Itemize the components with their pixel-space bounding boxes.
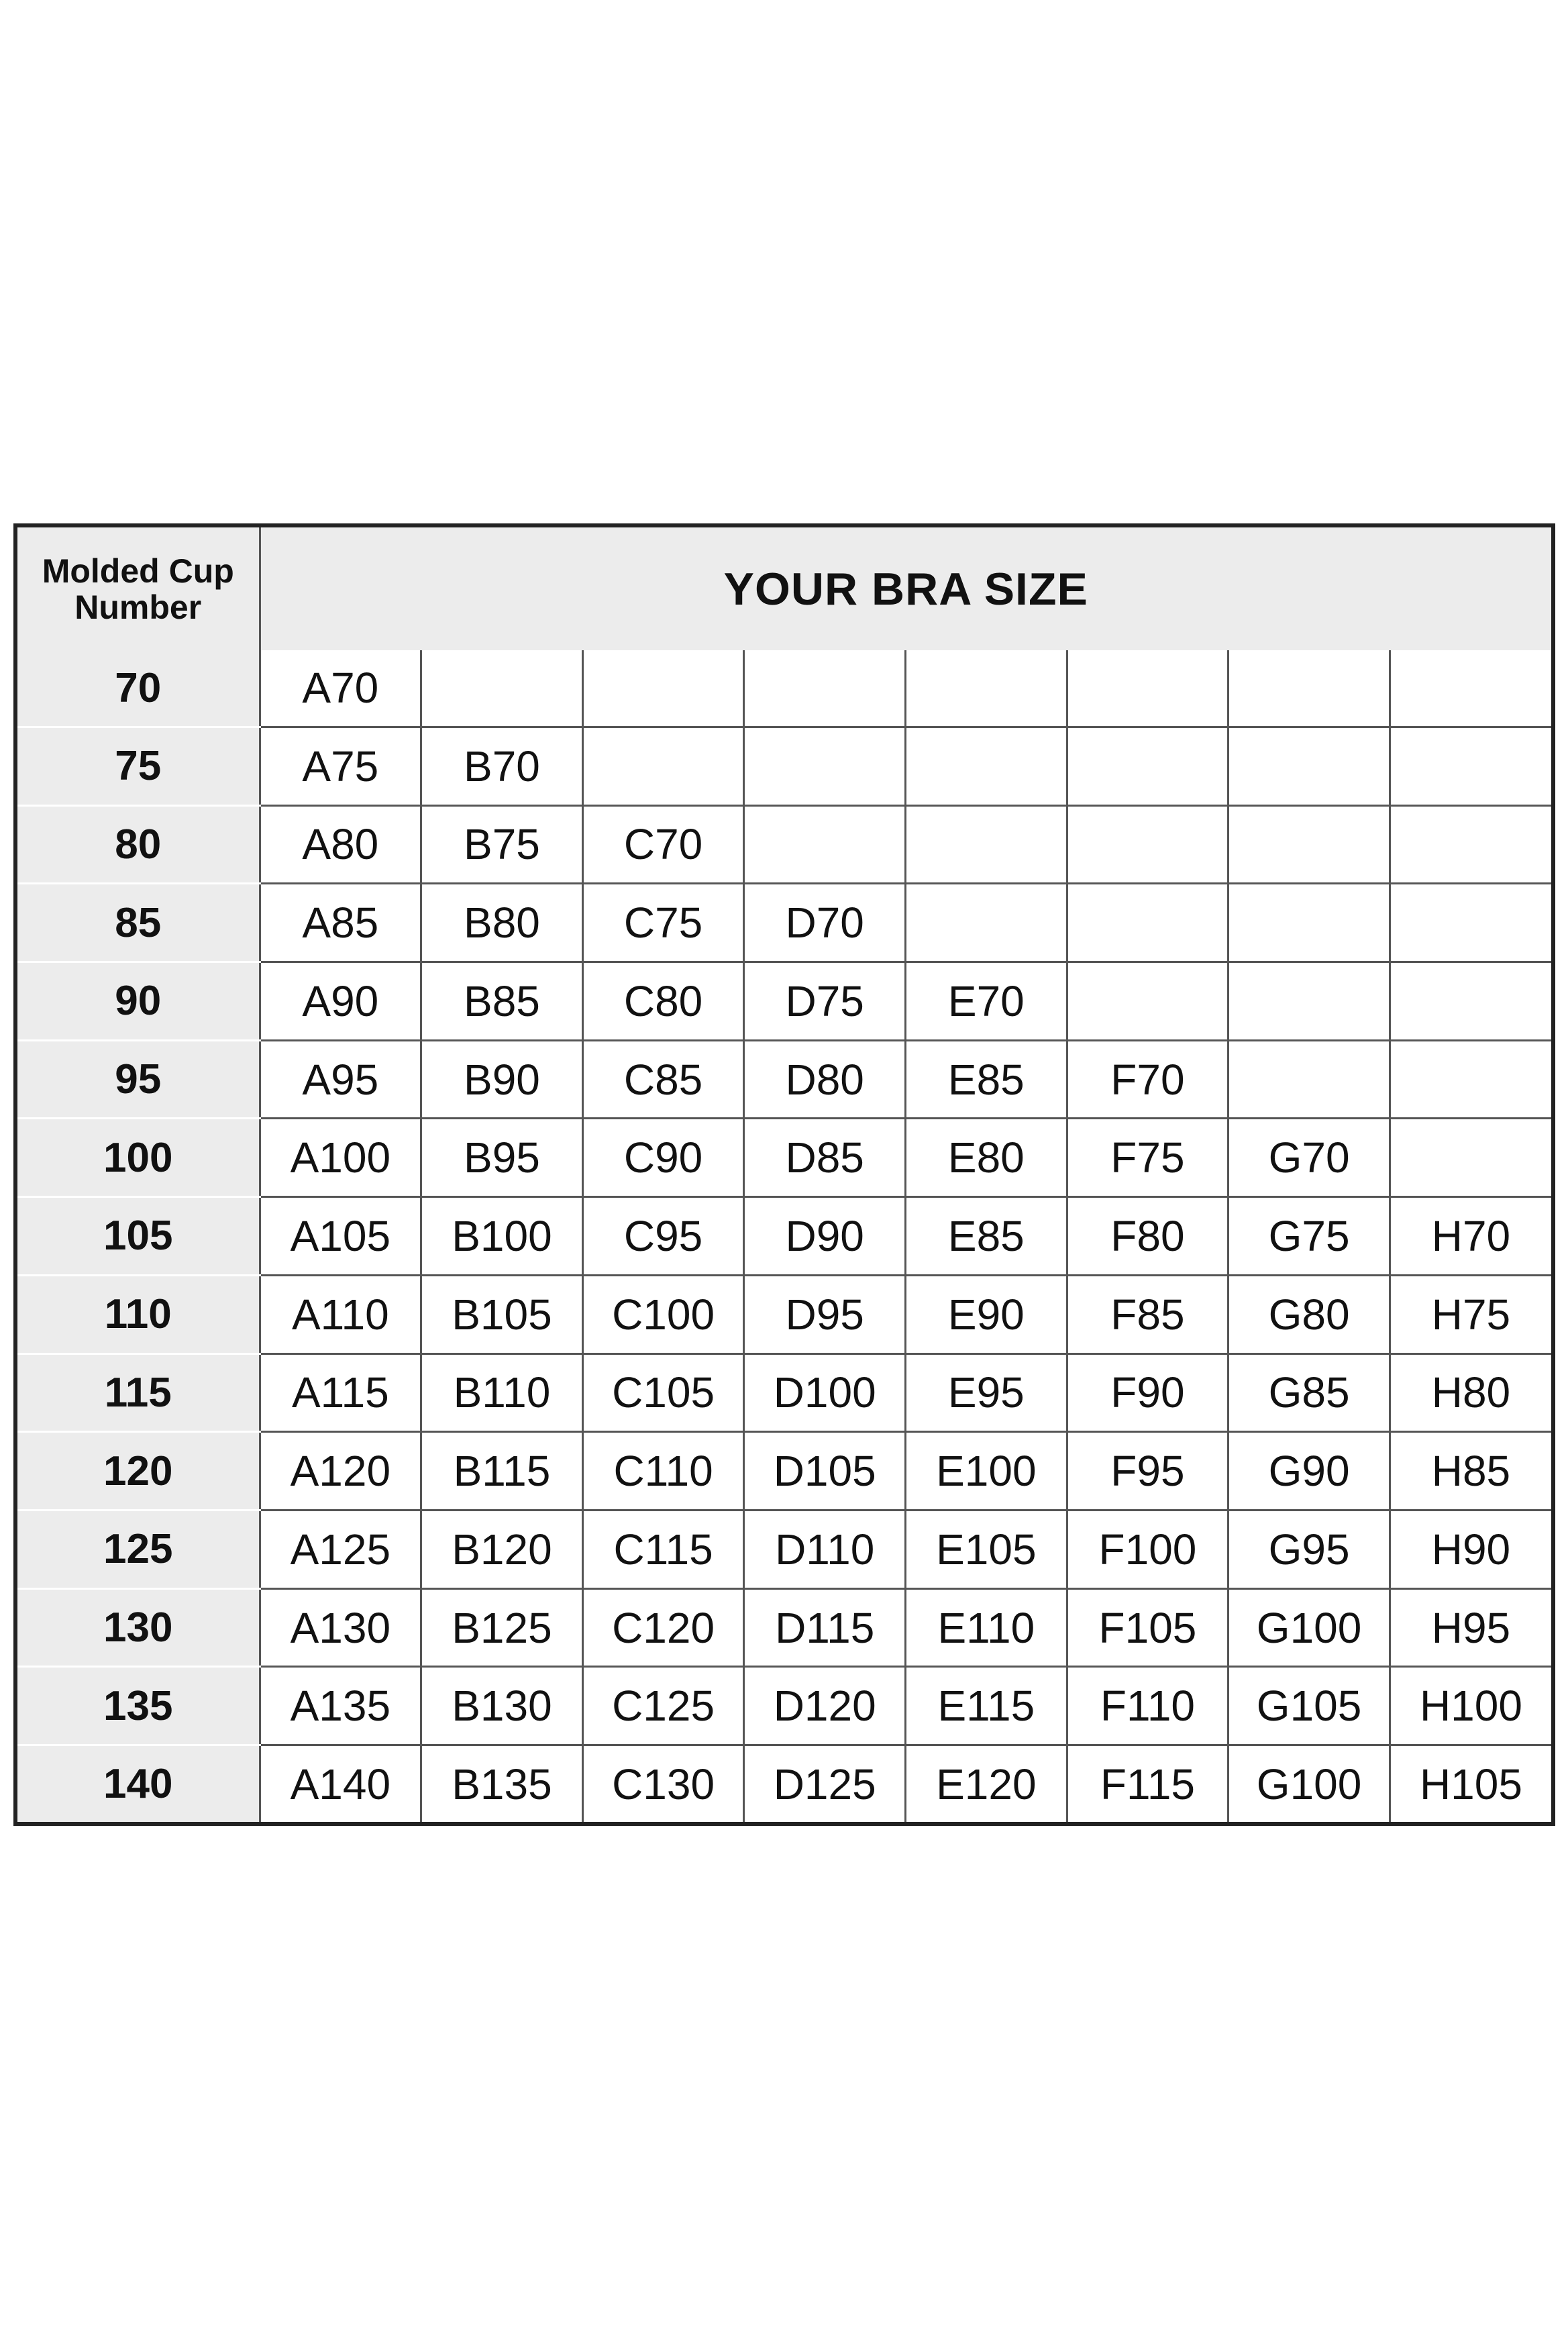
table-row (17, 1432, 1551, 1511)
bra-size-cell: E100 (906, 1432, 1067, 1511)
table-body (17, 650, 1551, 1822)
table-row (17, 1353, 1551, 1432)
bra-size-cell: D75 (744, 962, 906, 1041)
bra-size-cell: F100 (1067, 1510, 1229, 1588)
table-row (17, 1510, 1551, 1588)
bra-size-cell: G80 (1229, 1275, 1390, 1353)
cup-number-cell: 110 (17, 1275, 260, 1353)
bra-size-cell: G90 (1229, 1432, 1390, 1511)
header-row (17, 527, 1551, 650)
bra-size-cell: C75 (582, 884, 744, 962)
bra-size-cell (582, 727, 744, 805)
cup-number-cell: 95 (17, 1040, 260, 1119)
bra-size-cell: D120 (744, 1667, 906, 1745)
bra-size-cell: C95 (582, 1197, 744, 1276)
bra-size-cell (906, 727, 1067, 805)
table-row (17, 1667, 1551, 1745)
bra-size-cell (1390, 1040, 1551, 1119)
cup-number-cell: 125 (17, 1510, 260, 1588)
bra-size-cell: F80 (1067, 1197, 1229, 1276)
bra-size-cell: H95 (1390, 1588, 1551, 1667)
cup-number-cell: 100 (17, 1119, 260, 1197)
cup-number-cell: 80 (17, 805, 260, 884)
cup-number-cell: 130 (17, 1588, 260, 1667)
bra-size-cell: B115 (421, 1432, 583, 1511)
bra-size-cell: E120 (906, 1745, 1067, 1822)
bra-size-cell: C130 (582, 1745, 744, 1822)
bra-size-cell: B95 (421, 1119, 583, 1197)
bra-size-cell (906, 884, 1067, 962)
bra-size-cell: B90 (421, 1040, 583, 1119)
bra-size-cell: D115 (744, 1588, 906, 1667)
bra-size-cell (1229, 962, 1390, 1041)
table-row (17, 962, 1551, 1041)
bra-size-cell (906, 805, 1067, 884)
bra-size-cell (1067, 650, 1229, 727)
bra-size-cell: C125 (582, 1667, 744, 1745)
bra-size-cell: D80 (744, 1040, 906, 1119)
bra-size-cell: B85 (421, 962, 583, 1041)
your-bra-size-title: YOUR BRA SIZE (260, 527, 1551, 650)
bra-size-cell: D100 (744, 1353, 906, 1432)
bra-size-cell: A105 (260, 1197, 421, 1276)
bra-size-cell: A95 (260, 1040, 421, 1119)
bra-size-cell (1067, 962, 1229, 1041)
bra-size-cell: A110 (260, 1275, 421, 1353)
bra-size-cell: A75 (260, 727, 421, 805)
table-row (17, 884, 1551, 962)
corner-line-1: Molded Cup (42, 552, 234, 590)
bra-size-cell: E115 (906, 1667, 1067, 1745)
bra-size-cell: H100 (1390, 1667, 1551, 1745)
cup-number-cell: 90 (17, 962, 260, 1041)
bra-size-cell: A80 (260, 805, 421, 884)
bra-size-cell: F70 (1067, 1040, 1229, 1119)
bra-size-cell: A140 (260, 1745, 421, 1822)
bra-size-cell: H85 (1390, 1432, 1551, 1511)
bra-size-cell: D90 (744, 1197, 906, 1276)
bra-size-cell (1390, 727, 1551, 805)
bra-size-cell (1229, 1040, 1390, 1119)
bra-size-cell (1067, 805, 1229, 884)
bra-size-cell: A100 (260, 1119, 421, 1197)
bra-size-cell: C120 (582, 1588, 744, 1667)
table-row (17, 1745, 1551, 1822)
bra-size-cell: B70 (421, 727, 583, 805)
bra-size-cell: D125 (744, 1745, 906, 1822)
bra-size-cell: C105 (582, 1353, 744, 1432)
bra-size-cell: C70 (582, 805, 744, 884)
bra-size-cell: F90 (1067, 1353, 1229, 1432)
bra-size-cell (906, 650, 1067, 727)
bra-size-cell (744, 650, 906, 727)
cup-number-cell: 70 (17, 650, 260, 727)
bra-size-cell (1229, 805, 1390, 884)
bra-size-cell: D105 (744, 1432, 906, 1511)
cup-number-cell: 105 (17, 1197, 260, 1276)
bra-size-cell: G100 (1229, 1588, 1390, 1667)
bra-size-cell: B75 (421, 805, 583, 884)
bra-size-cell: E85 (906, 1197, 1067, 1276)
bra-size-cell: D95 (744, 1275, 906, 1353)
table-row (17, 1119, 1551, 1197)
bra-size-cell: A115 (260, 1353, 421, 1432)
bra-size-cell: B80 (421, 884, 583, 962)
bra-size-cell: A130 (260, 1588, 421, 1667)
bra-size-cell: D70 (744, 884, 906, 962)
table-row (17, 805, 1551, 884)
bra-size-cell: A90 (260, 962, 421, 1041)
bra-size-cell: F85 (1067, 1275, 1229, 1353)
cup-number-cell: 85 (17, 884, 260, 962)
table-row (17, 1197, 1551, 1276)
bra-size-cell (1390, 1119, 1551, 1197)
bra-size-cell: A135 (260, 1667, 421, 1745)
corner-line-2: Number (74, 588, 202, 626)
cup-number-cell: 75 (17, 727, 260, 805)
bra-size-cell: H105 (1390, 1745, 1551, 1822)
cup-number-cell: 135 (17, 1667, 260, 1745)
bra-size-cell: B130 (421, 1667, 583, 1745)
bra-size-cell (744, 727, 906, 805)
bra-size-cell: H70 (1390, 1197, 1551, 1276)
bra-size-cell: G75 (1229, 1197, 1390, 1276)
bra-size-cell: E95 (906, 1353, 1067, 1432)
bra-size-cell (1067, 884, 1229, 962)
table-row (17, 1040, 1551, 1119)
bra-size-cell: C80 (582, 962, 744, 1041)
bra-size-cell: E70 (906, 962, 1067, 1041)
bra-size-cell: F95 (1067, 1432, 1229, 1511)
bra-size-cell: A85 (260, 884, 421, 962)
bra-size-cell: B105 (421, 1275, 583, 1353)
table-row (17, 1275, 1551, 1353)
bra-size-cell: F115 (1067, 1745, 1229, 1822)
bra-size-cell (1390, 650, 1551, 727)
table-row (17, 727, 1551, 805)
bra-size-cell: D110 (744, 1510, 906, 1588)
bra-size-cell (1067, 727, 1229, 805)
table-row (17, 1588, 1551, 1667)
cup-number-cell: 140 (17, 1745, 260, 1822)
bra-size-cell: A70 (260, 650, 421, 727)
cup-number-cell: 120 (17, 1432, 260, 1511)
bra-size-cell: E80 (906, 1119, 1067, 1197)
bra-size-cell: C100 (582, 1275, 744, 1353)
bra-size-cell (1229, 884, 1390, 962)
bra-size-cell: E110 (906, 1588, 1067, 1667)
bra-size-cell (1390, 962, 1551, 1041)
bra-size-cell: E90 (906, 1275, 1067, 1353)
bra-size-cell: B120 (421, 1510, 583, 1588)
bra-size-cell: G100 (1229, 1745, 1390, 1822)
bra-size-cell: B110 (421, 1353, 583, 1432)
bra-size-cell (1229, 650, 1390, 727)
bra-size-cell: H75 (1390, 1275, 1551, 1353)
bra-size-cell: A120 (260, 1432, 421, 1511)
bra-size-cell: C85 (582, 1040, 744, 1119)
bra-size-cell: C90 (582, 1119, 744, 1197)
bra-size-cell (1390, 884, 1551, 962)
bra-size-cell: E85 (906, 1040, 1067, 1119)
molded-cup-number-header (17, 527, 260, 650)
bra-size-cell: F105 (1067, 1588, 1229, 1667)
bra-size-cell: C110 (582, 1432, 744, 1511)
bra-size-cell (421, 650, 583, 727)
bra-size-cell: F110 (1067, 1667, 1229, 1745)
cup-number-cell: 115 (17, 1353, 260, 1432)
bra-size-cell: B125 (421, 1588, 583, 1667)
bra-size-cell: D85 (744, 1119, 906, 1197)
bra-size-cell: B100 (421, 1197, 583, 1276)
bra-size-cell: G105 (1229, 1667, 1390, 1745)
bra-size-chart (13, 523, 1555, 1826)
table-row (17, 650, 1551, 727)
bra-size-cell: H80 (1390, 1353, 1551, 1432)
bra-size-cell: E105 (906, 1510, 1067, 1588)
size-table (17, 527, 1551, 1822)
bra-size-cell: H90 (1390, 1510, 1551, 1588)
bra-size-cell (1229, 727, 1390, 805)
bra-size-cell: B135 (421, 1745, 583, 1822)
bra-size-cell: G70 (1229, 1119, 1390, 1197)
bra-size-cell: G85 (1229, 1353, 1390, 1432)
bra-size-cell (744, 805, 906, 884)
bra-size-cell: C115 (582, 1510, 744, 1588)
bra-size-cell: F75 (1067, 1119, 1229, 1197)
bra-size-cell: G95 (1229, 1510, 1390, 1588)
bra-size-cell (1390, 805, 1551, 884)
bra-size-cell (582, 650, 744, 727)
bra-size-cell: A125 (260, 1510, 421, 1588)
